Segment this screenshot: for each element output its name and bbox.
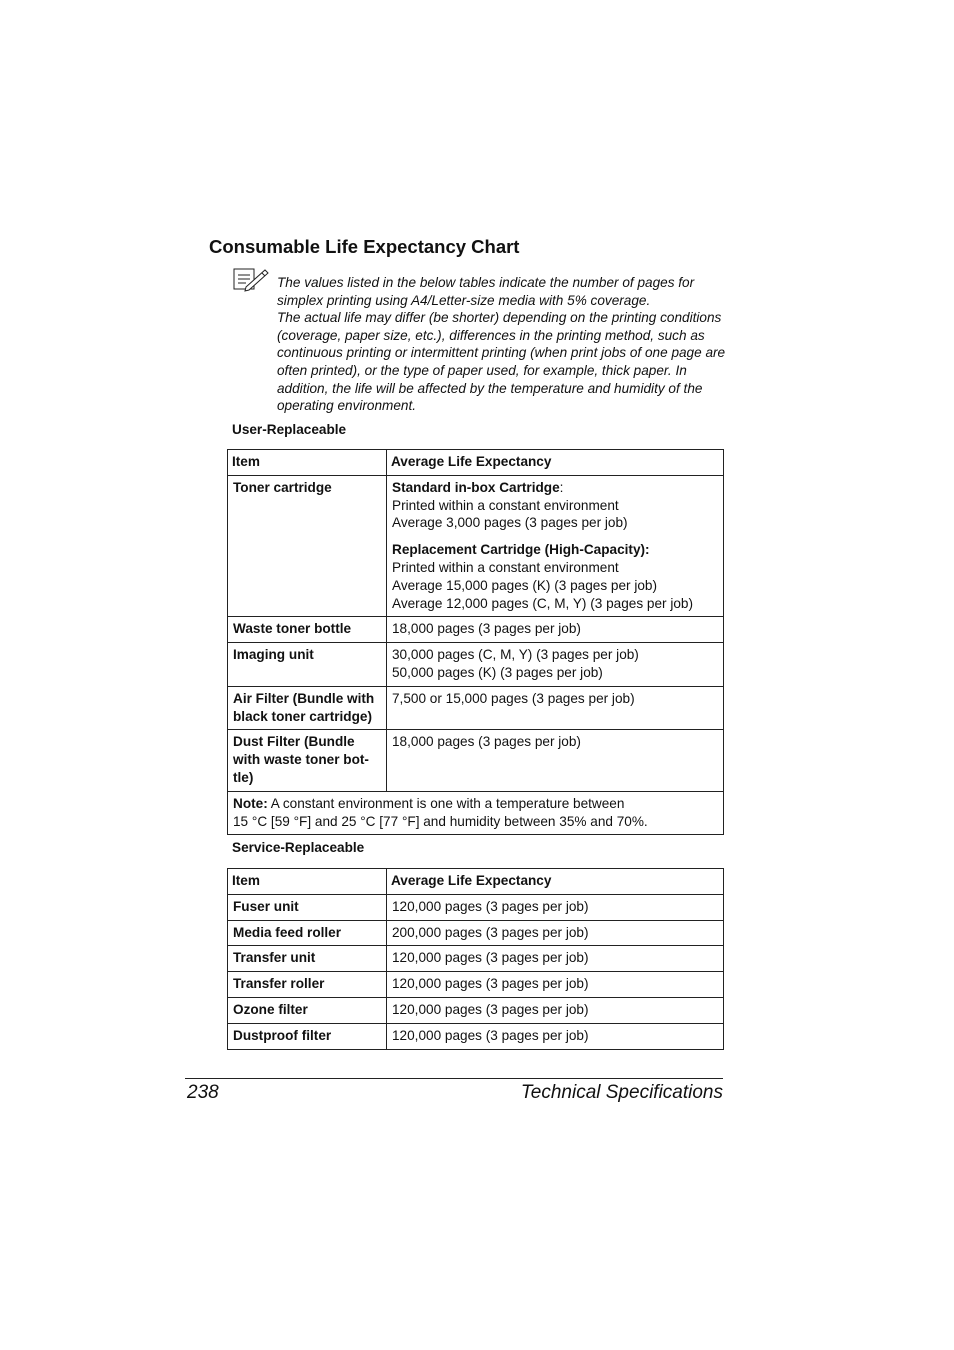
section-title: Technical Specifications: [520, 1082, 723, 1103]
life-line: 30,000 pages (C, M, Y) (3 pages per job): [392, 647, 639, 663]
life-cell: [387, 643, 724, 687]
table-row: [228, 972, 724, 998]
replacement-cartridge-label: Replacement Cartridge (High-Capacity):: [392, 542, 650, 558]
table-row: [228, 617, 724, 643]
table-row: [228, 946, 724, 972]
item-line: tle): [233, 769, 254, 785]
table-row: [228, 894, 724, 920]
table-row: [228, 643, 724, 687]
item-cell: Transfer unit: [228, 946, 387, 972]
note-paragraph-2: The actual life may differ (be shorter) depending on the printing conditions (coverage, paper size, etc.), differences in the printing method, such as continuous printing or intermittent printing (when print jobs of one page are often printed), or the type of paper used, for example, thick paper. In addition, the life will be affected by the temperature and humidity of the operating environment.: [277, 310, 726, 414]
item-line: black toner cartridge): [233, 708, 372, 724]
column-header-item: Item: [228, 450, 387, 476]
life-line: Average 3,000 pages (3 pages per job): [392, 515, 628, 531]
footnote-label: Note:: [233, 795, 268, 811]
item-cell: Transfer roller: [228, 972, 387, 998]
footnote-cell: [228, 791, 724, 835]
life-cell: [387, 475, 724, 617]
life-line: Printed within a constant environment: [392, 559, 619, 575]
note-text: [277, 274, 729, 415]
life-cell: 120,000 pages (3 pages per job): [387, 997, 724, 1023]
life-cell: 120,000 pages (3 pages per job): [387, 946, 724, 972]
item-cell: Fuser unit: [228, 894, 387, 920]
footer-divider: [185, 1078, 723, 1079]
table-row: [228, 997, 724, 1023]
item-cell: Waste toner bottle: [228, 617, 387, 643]
life-line: Printed within a constant environment: [392, 497, 619, 513]
note-pencil-icon: [232, 266, 270, 292]
table-header-row: [228, 869, 724, 895]
table-footnote-row: [228, 791, 724, 835]
item-cell: [228, 686, 387, 730]
life-cell: 7,500 or 15,000 pages (3 pages per job): [387, 686, 724, 730]
service-replaceable-table: [227, 868, 724, 1050]
item-cell: [228, 730, 387, 791]
user-replaceable-table: [227, 449, 724, 835]
life-cell: 18,000 pages (3 pages per job): [387, 730, 724, 791]
standard-cartridge-label: Standard in-box Cartridge: [392, 479, 560, 495]
item-cell: Ozone filter: [228, 997, 387, 1023]
life-cell: 18,000 pages (3 pages per job): [387, 617, 724, 643]
page-title: Consumable Life Expectancy Chart: [209, 236, 520, 257]
column-header-life: Average Life Expectancy: [387, 450, 724, 476]
life-cell: 120,000 pages (3 pages per job): [387, 894, 724, 920]
life-line: Average 12,000 pages (C, M, Y) (3 pages per job): [392, 595, 694, 611]
table-row: [228, 920, 724, 946]
table-row: [228, 730, 724, 791]
item-line: Dust Filter (Bundle: [233, 734, 355, 750]
life-cell: 120,000 pages (3 pages per job): [387, 972, 724, 998]
user-replaceable-heading: User-Replaceable: [232, 422, 347, 437]
colon: :: [559, 479, 564, 495]
column-header-life: Average Life Expectancy: [387, 869, 724, 895]
item-cell: Dustproof filter: [228, 1023, 387, 1049]
page-number: 238: [187, 1082, 219, 1103]
life-cell: 120,000 pages (3 pages per job): [387, 1023, 724, 1049]
life-cell: 200,000 pages (3 pages per job): [387, 920, 724, 946]
note-paragraph-1: The values listed in the below tables indicate the number of pages for simplex printing using A4/Letter-size media with 5% coverage.: [277, 275, 695, 308]
column-header-item: Item: [228, 869, 387, 895]
table-row: [228, 475, 724, 617]
table-row: [228, 686, 724, 730]
footnote-text: 15 °C [59 °F] and 25 °C [77 °F] and humidity between 35% and 70%.: [233, 813, 648, 829]
item-line: with waste toner bot-: [233, 752, 369, 768]
life-line: Average 15,000 pages (K) (3 pages per job): [392, 577, 657, 593]
service-replaceable-heading: Service-Replaceable: [232, 840, 365, 855]
item-line: Air Filter (Bundle with: [233, 690, 375, 706]
table-header-row: [228, 450, 724, 476]
item-cell: Media feed roller: [228, 920, 387, 946]
life-line: 50,000 pages (K) (3 pages per job): [392, 664, 603, 680]
item-cell: Imaging unit: [228, 643, 387, 687]
table-row: [228, 1023, 724, 1049]
footnote-text: A constant environment is one with a temperature between: [267, 795, 625, 811]
item-cell: Toner cartridge: [228, 475, 387, 617]
